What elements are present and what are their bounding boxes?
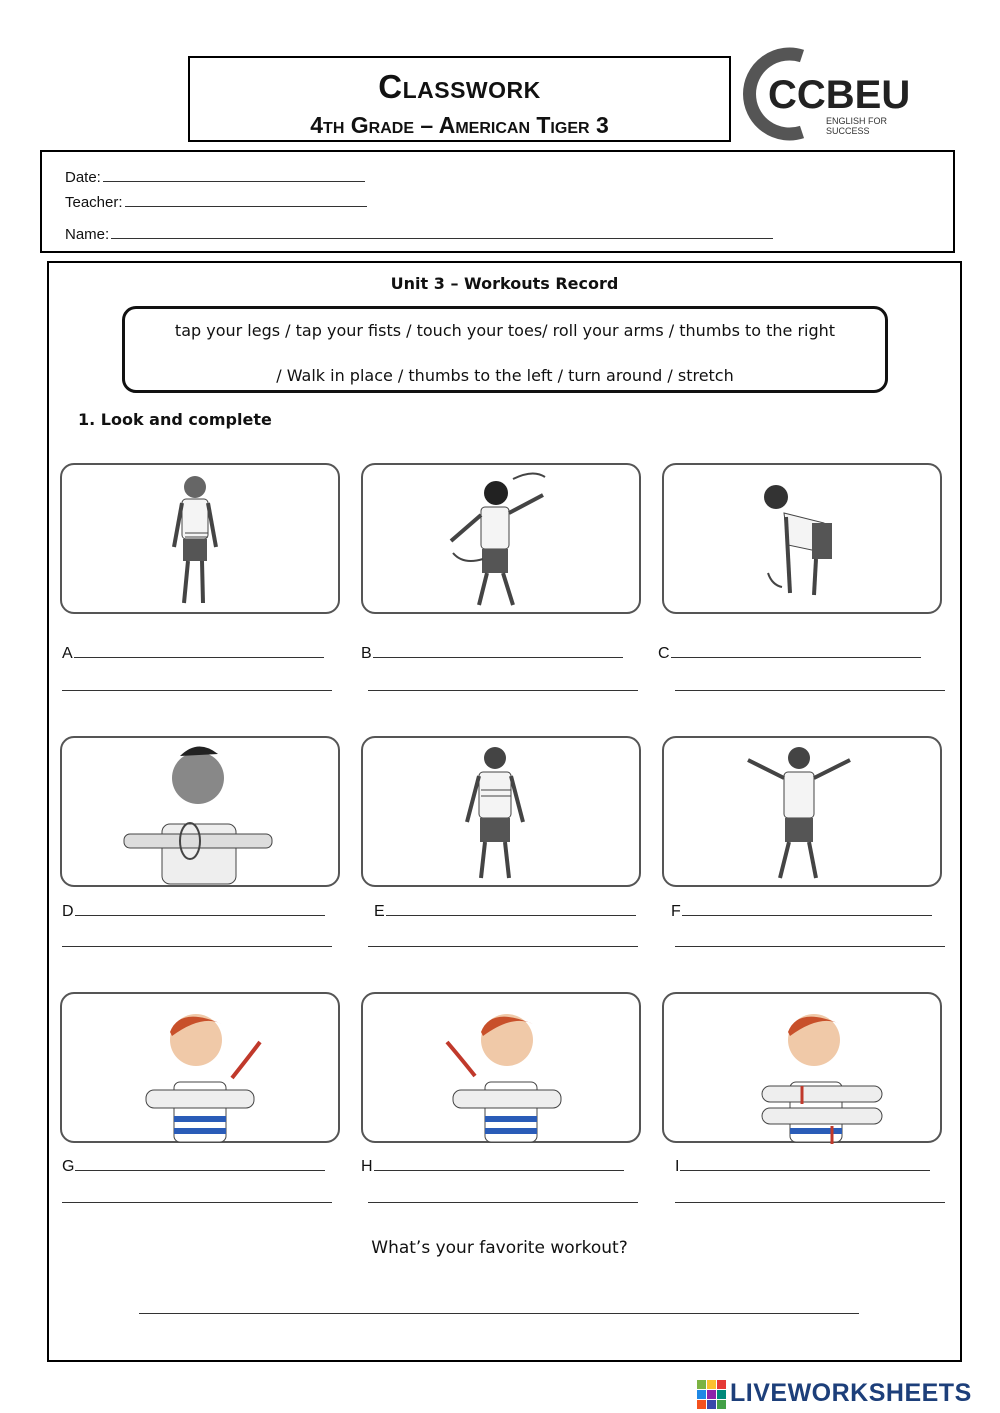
touch-toes-icon: [664, 465, 944, 616]
logo-tagline-2: SUCCESS: [826, 126, 870, 136]
teacher-row: [65, 192, 367, 211]
answer-row-h: [361, 1156, 624, 1176]
panel-g: [60, 992, 340, 1143]
panel-letter: D: [62, 903, 74, 920]
answer-row-d: [62, 901, 325, 921]
answer-field-c[interactable]: [671, 643, 921, 658]
logo-text: CCBEU: [768, 73, 910, 117]
roll-arms-icon: [62, 738, 342, 889]
answer-field-d[interactable]: [75, 901, 325, 916]
panel-e: [361, 736, 641, 887]
answer-line[interactable]: [675, 1201, 945, 1203]
answer-field-b[interactable]: [373, 643, 623, 658]
answer-line[interactable]: [62, 689, 332, 691]
name-label: Name:: [65, 226, 110, 243]
unit-title: Unit 3 – Workouts Record: [390, 274, 619, 293]
answer-field-a[interactable]: [74, 643, 324, 658]
tap-fists-icon: [664, 994, 944, 1145]
panel-letter: I: [675, 1158, 680, 1175]
name-field[interactable]: [111, 224, 773, 239]
ccbeu-logo-mark: [740, 46, 910, 142]
student-info-box: [40, 150, 955, 253]
date-label: Date:: [65, 169, 101, 186]
date-field[interactable]: [103, 167, 365, 182]
instruction: 1. Look and complete: [78, 410, 272, 429]
panel-letter: C: [658, 645, 670, 662]
answer-field-f[interactable]: [682, 901, 932, 916]
answer-line[interactable]: [675, 689, 945, 691]
answer-field-e[interactable]: [386, 901, 636, 916]
date-row: [65, 167, 365, 186]
panel-b: [361, 463, 641, 614]
panel-i: [662, 992, 942, 1143]
favorite-workout-answer-line[interactable]: [139, 1313, 859, 1314]
panel-h: [361, 992, 641, 1143]
stretch-icon: [664, 738, 944, 889]
word-bank-line-2: / Walk in place / thumbs to the left / turn around / stretch: [276, 366, 734, 385]
thumbs-left-icon: [363, 994, 643, 1145]
ccbeu-logo: [740, 46, 910, 142]
panel-letter: B: [361, 645, 372, 662]
panel-letter: H: [361, 1158, 373, 1175]
answer-line[interactable]: [368, 1201, 638, 1203]
walk-in-place-icon: [62, 465, 342, 616]
page-title: Classwork: [378, 68, 541, 105]
answer-line[interactable]: [368, 945, 638, 947]
answer-line[interactable]: [675, 945, 945, 947]
answer-field-h[interactable]: [374, 1156, 624, 1171]
word-bank: [122, 306, 888, 393]
favorite-workout-question: What’s your favorite workout?: [371, 1238, 628, 1258]
answer-field-g[interactable]: [75, 1156, 325, 1171]
title-box: [188, 56, 731, 142]
name-row: [65, 224, 773, 243]
answer-field-i[interactable]: [680, 1156, 930, 1171]
thumbs-right-icon: [62, 994, 342, 1145]
answer-row-c: [658, 643, 921, 663]
logo-tagline-1: ENGLISH FOR: [826, 116, 888, 126]
teacher-label: Teacher:: [65, 194, 123, 211]
turn-around-icon: [363, 465, 643, 616]
answer-row-a: [62, 643, 324, 663]
liveworksheets-icon: [697, 1380, 727, 1410]
answer-line[interactable]: [368, 689, 638, 691]
panel-letter: E: [374, 903, 385, 920]
answer-row-e: [374, 901, 636, 921]
answer-row-f: [671, 901, 932, 921]
answer-line[interactable]: [62, 945, 332, 947]
answer-row-i: [675, 1156, 930, 1176]
teacher-field[interactable]: [125, 192, 367, 207]
panel-a: [60, 463, 340, 614]
word-bank-line-1: tap your legs / tap your fists / touch your toes/ roll your arms / thumbs to the right: [174, 321, 836, 340]
answer-row-b: [361, 643, 623, 663]
answer-row-g: [62, 1156, 325, 1176]
liveworksheets-brand: LIVEWORKSHEETS: [730, 1379, 972, 1407]
panel-f: [662, 736, 942, 887]
panel-d: [60, 736, 340, 887]
tap-legs-icon: [363, 738, 643, 889]
panel-letter: G: [62, 1158, 75, 1175]
panel-letter: F: [671, 903, 681, 920]
answer-line[interactable]: [62, 1201, 332, 1203]
page-subtitle: 4th Grade – American Tiger 3: [310, 112, 609, 138]
panel-letter: A: [62, 645, 73, 662]
panel-c: [662, 463, 942, 614]
